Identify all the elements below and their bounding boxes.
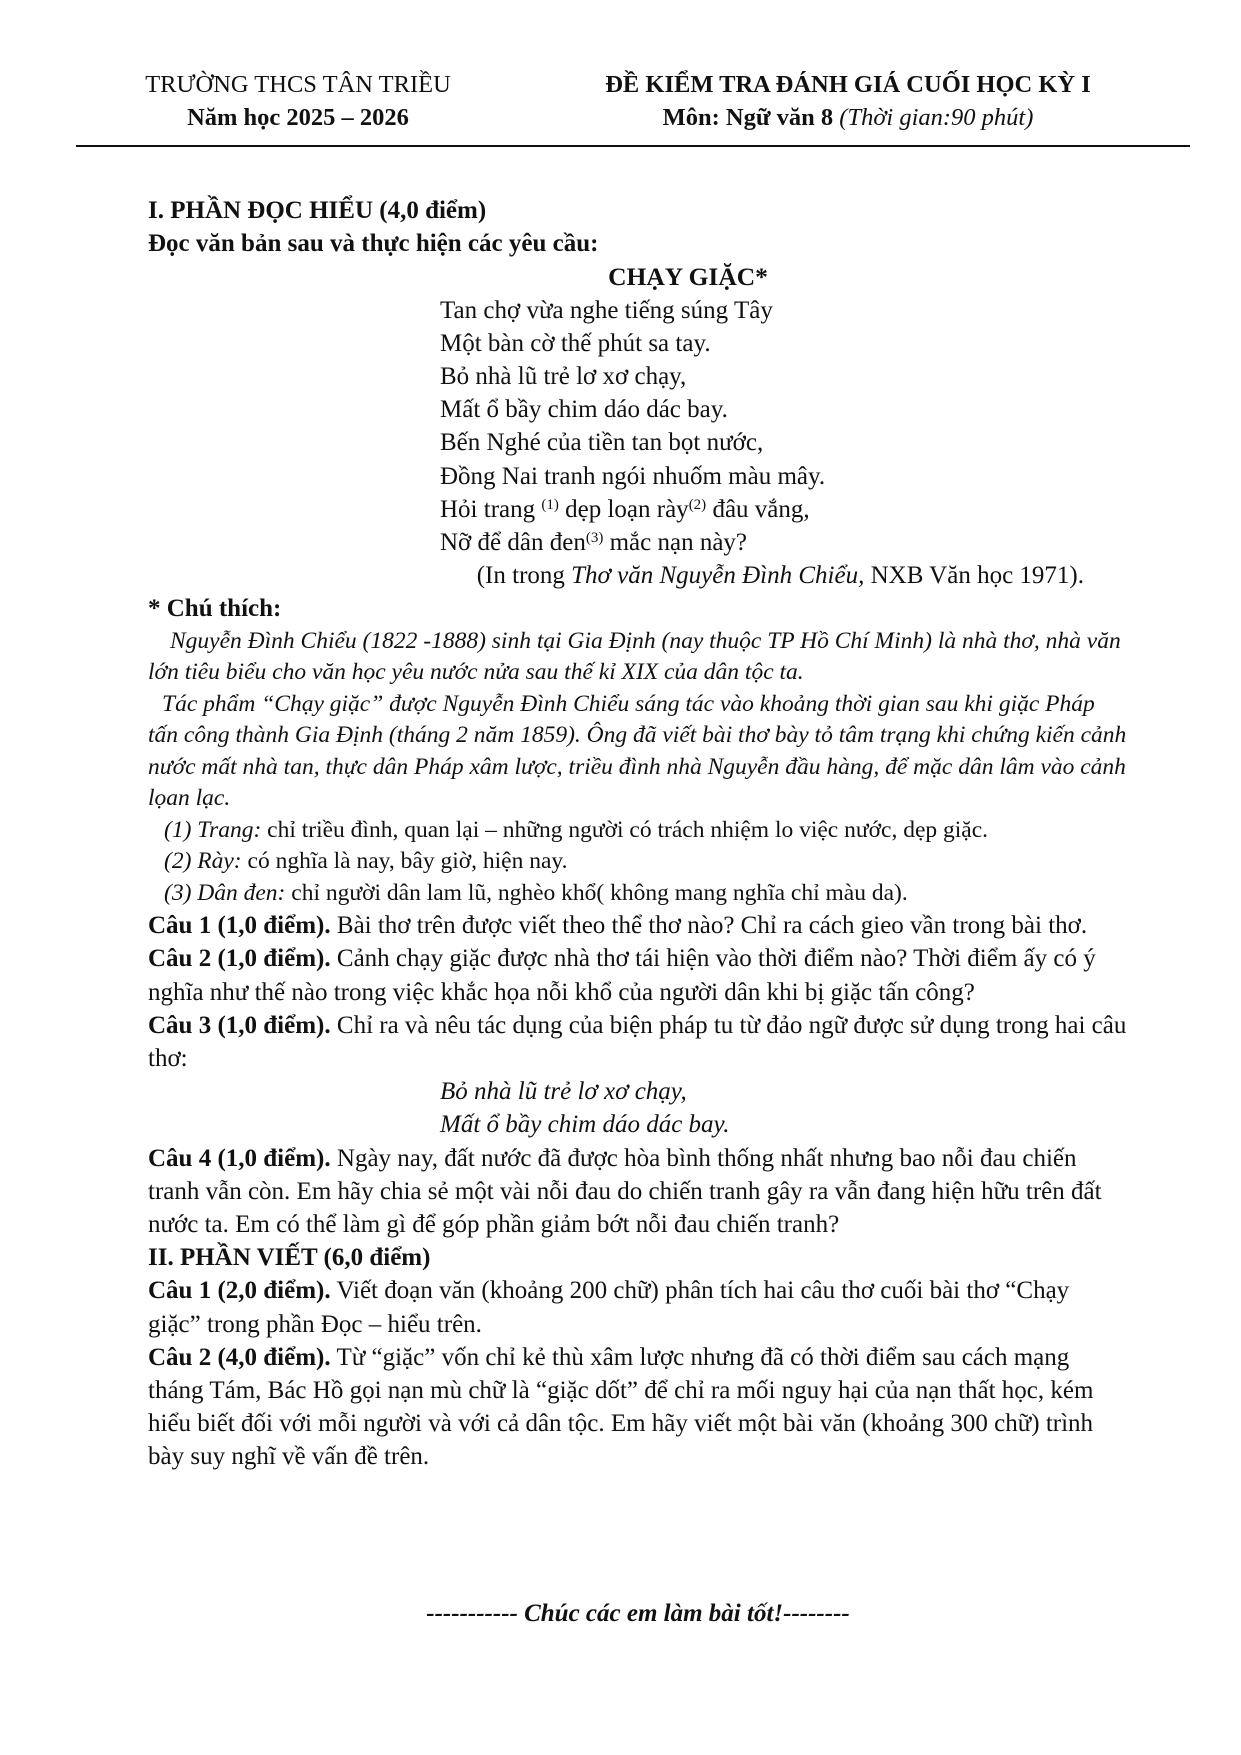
poem-line: Hỏi trang $^{(1)}$ dẹp loạn rày$^{(2)}$ đâu vắng,	[440, 495, 810, 523]
poem-line: Nỡ để dân đen$^{(3)}$ mắc nạn này?	[440, 529, 748, 557]
footnote: (3) Dân đen: chỉ người dân lam lũ, nghèo khổ( không mang nghĩa chỉ màu da).	[164, 879, 908, 906]
poem	[148, 294, 1128, 560]
school-year: Năm học 2025 – 2026	[187, 104, 409, 131]
question-3: Câu 3 (1,0 điểm). Chỉ ra và nêu tác dụng của biện pháp tu từ đảo ngữ được sử dụng trong hai câu thơ:	[148, 1011, 1127, 1072]
header-divider	[76, 145, 1190, 147]
question-1: Câu 1 (1,0 điểm). Bài thơ trên được viết theo thể thơ nào? Chỉ ra cách gieo vần trong bài thơ.	[148, 912, 1088, 940]
footnote: (2) Rày: có nghĩa là nay, bây giờ, hiện nay.	[164, 848, 568, 875]
question-2: Câu 2 (1,0 điểm). Cảnh chạy giặc được nhà thơ tái hiện vào thời điểm nào? Thời điểm ấy có ý nghĩa như thế nào trong việc khắc họa nỗi khổ của người dân khi bị giặc tấn công?	[148, 945, 1096, 1006]
quoted-line: Mất ổ bầy chim dáo dác bay.	[440, 1111, 730, 1139]
exam-title: ĐỀ KIỂM TRA ĐÁNH GIÁ CUỐI HỌC KỲ I	[605, 71, 1091, 98]
writing-question-2: Câu 2 (4,0 điểm). Từ “giặc” vốn chỉ kẻ thù xâm lược nhưng đã có thời điểm sau cách mạng tháng Tám, Bác Hồ gọi nạn mù chữ là “giặc dốt” để chỉ ra mối nguy hại của nạn thất học, kém hiểu biết đối với mỗi người và với cả dân tộc. Em hãy viết một bài văn (khoảng 300 chữ) trình bày suy nghĩ về vấn đề trên.	[148, 1343, 1094, 1471]
reading-instruction: Đọc văn bản sau và thực hiện các yêu cầu:	[148, 230, 599, 258]
poem-source: (In trong Thơ văn Nguyễn Đình Chiểu, NXB Văn học 1971).	[476, 562, 1084, 590]
question-4: Câu 4 (1,0 điểm). Ngày nay, đất nước đã được hòa bình thống nhất nhưng bao nỗi đau chiến tranh vẫn còn. Em hãy chia sẻ một vài nỗi đau do chiến tranh gây ra vẫn đang hiện hữu trên đất nước ta. Em có thể làm gì để góp phần giảm bớt nỗi đau chiến tranh?	[148, 1144, 1102, 1238]
writing-heading: II. PHẦN VIẾT (6,0 điểm)	[148, 1244, 431, 1272]
note-work: Tác phẩm “Chạy giặc” được Nguyễn Đình Chiểu sáng tác vào khoảng thời gian sau khi giặc Pháp tấn công thành Gia Định (tháng 2 năm 1859). Ông đã viết bài thơ bày tỏ tâm trạng khi chứng kiến cảnh nước mất nhà tan, thực dân Pháp xâm lược, triều đình nhà Nguyễn đầu hàng, để mặc dân lâm vào cảnh lọan lạc.	[148, 690, 1127, 812]
subject: Môn: Ngữ văn 8	[662, 104, 834, 131]
header-right	[548, 68, 1148, 134]
poem-line: Bến Nghé của tiền tan bọt nước,	[440, 429, 764, 457]
closing-wish: ----------- Chúc các em làm bài tốt!--------	[426, 1600, 850, 1627]
subject-line	[548, 101, 1148, 134]
exam-body	[148, 194, 1128, 1474]
quoted-line: Bỏ nhà lũ trẻ lơ xơ chạy,	[440, 1078, 687, 1106]
reading-heading: I. PHẦN ĐỌC HIỂU (4,0 điểm)	[148, 197, 487, 224]
header-left	[98, 68, 498, 134]
poem-line: Mất ổ bầy chim dáo dác bay.	[440, 396, 728, 424]
writing-question-1: Câu 1 (2,0 điểm). Viết đoạn văn (khoảng 200 chữ) phân tích hai câu thơ cuối bài thơ “Chạy giặc” trong phần Đọc – hiểu trên.	[148, 1277, 1070, 1338]
notes-heading: * Chú thích:	[148, 595, 282, 623]
poem-line: Đồng Nai tranh ngói nhuốm màu mây.	[440, 462, 826, 490]
poem-line: Một bàn cờ thế phút sa tay.	[440, 329, 711, 357]
school-name: TRƯỜNG THCS TÂN TRIỀU	[145, 71, 451, 98]
poem-line: Bỏ nhà lũ trẻ lơ xơ chạy,	[440, 363, 687, 391]
exam-time: (Thời gian:90 phút)	[839, 104, 1034, 131]
poem-title: CHẠY GIẶC*	[608, 262, 768, 292]
footnote: (1) Trang: chỉ triều đình, quan lại – những người có trách nhiệm lo việc nước, dẹp giặc.	[164, 816, 989, 843]
poem-line: Tan chợ vừa nghe tiếng súng Tây	[440, 296, 773, 324]
note-author: Nguyễn Đình Chiểu (1822 -1888) sinh tại Gia Định (nay thuộc TP Hồ Chí Minh) là nhà thơ, nhà văn lớn tiêu biểu cho văn học yêu nước nửa sau thế kỉ XIX của dân tộc ta.	[148, 627, 1121, 686]
